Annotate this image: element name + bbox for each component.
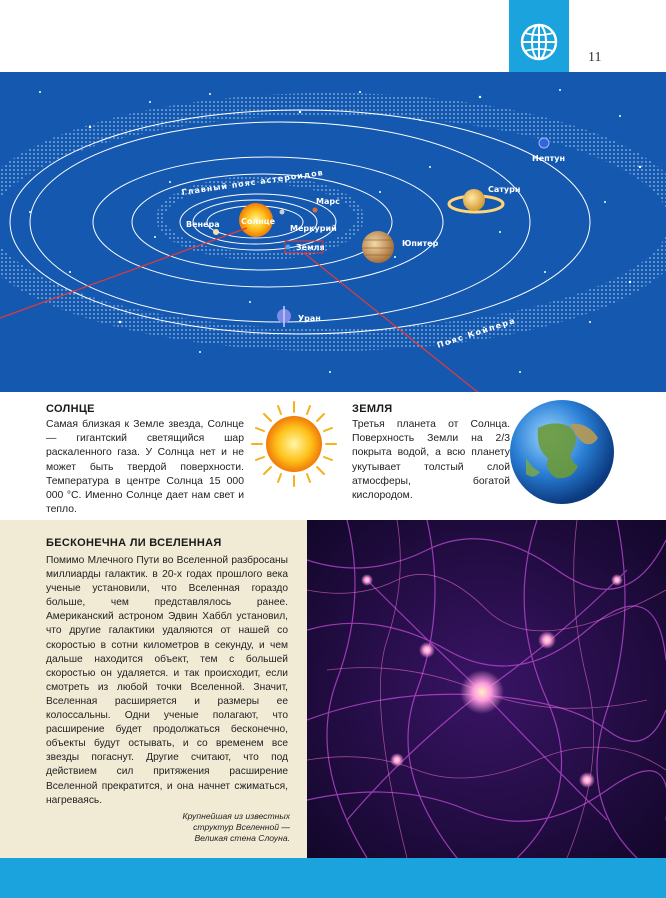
mars-label: Марс <box>316 197 340 206</box>
solar-system-svg <box>0 72 666 392</box>
mercury-label: Меркурий <box>290 224 337 233</box>
neptune-label: Нептун <box>532 154 566 163</box>
earth-label: Земля <box>296 243 325 252</box>
cosmic-web-svg <box>307 520 666 858</box>
page-footer-bar <box>0 858 666 898</box>
section-tab <box>509 0 569 72</box>
universe-title: БЕСКОНЕЧНА ЛИ ВСЕЛЕННАЯ <box>46 537 222 549</box>
kuiper-belt-label: Пояс Койпера <box>435 315 518 350</box>
sun-info-title: СОЛНЦЕ <box>46 403 95 415</box>
neptune-shape <box>539 138 549 148</box>
sun-label: Солнце <box>241 217 276 226</box>
page-number: 11 <box>588 50 602 65</box>
cosmic-web-image <box>307 520 666 858</box>
jupiter-label: Юпитер <box>402 239 439 248</box>
earth-info-title: ЗЕМЛЯ <box>352 403 393 415</box>
earth-shape <box>286 245 291 250</box>
asteroid-belt-label: Главный пояс астероидов <box>181 168 325 197</box>
mars-shape <box>313 208 318 213</box>
solar-system-diagram <box>0 72 666 392</box>
sun-info-text: Самая близкая к Земле звезда, Солнце — гигантский светящийся шар раскаленного газа. У Солнца нет и не может быть твердой поверхности. Температура в центре Солнца 15 000 000 °С. Именно Солнце дает нам свет и тепло. <box>46 419 244 516</box>
sun-pointer-line <box>0 228 247 318</box>
jupiter-shape <box>362 231 394 263</box>
saturn-label: Сатурн <box>488 185 521 194</box>
image-caption: Крупнейшая из известных структур Вселенной — Великая стена Слоуна. <box>182 811 290 843</box>
earth-illustration <box>508 398 616 506</box>
saturn-shape <box>463 189 485 211</box>
sun-illustration <box>248 398 340 490</box>
uranus-label: Уран <box>298 314 321 323</box>
kuiper-belt <box>0 104 666 340</box>
venus-label: Венера <box>186 220 220 229</box>
earth-info-text: Третья планета от Солнца. Поверхность Земли на 2/3 покрыта водой, а всю планету укутывает толстый слой атмосферы, богатой кислородом. <box>352 419 510 502</box>
mercury-shape <box>280 210 285 215</box>
universe-text: Помимо Млечного Пути во Вселенной разбросаны миллиарды галактик. в 20-х годах прошлого века ученые установили, что Вселенная гораздо больше, чем представлялось ранее. Американский астроном Эдвин Хаббл установил, что другие галактики удаляются от нашей со скоростью в сотни километров в секунду, и чем дальше находится объект, тем с большей скоростью он удаляется. и так происходит, если смотреть из любой точки Вселенной. Значит, Вселенная расширяется и размеры ее колоссальны. Одни ученые полагают, что расширение будет продолжаться бесконечно, объекты будут остывать, и со временем все звезды погаснут. Другие считают, что под действием сил притяжения расширение Вселенной прекратится, и она начнет сжиматься, нагреваясь. <box>46 555 288 806</box>
globe-icon <box>509 0 569 72</box>
venus-shape <box>213 229 219 235</box>
